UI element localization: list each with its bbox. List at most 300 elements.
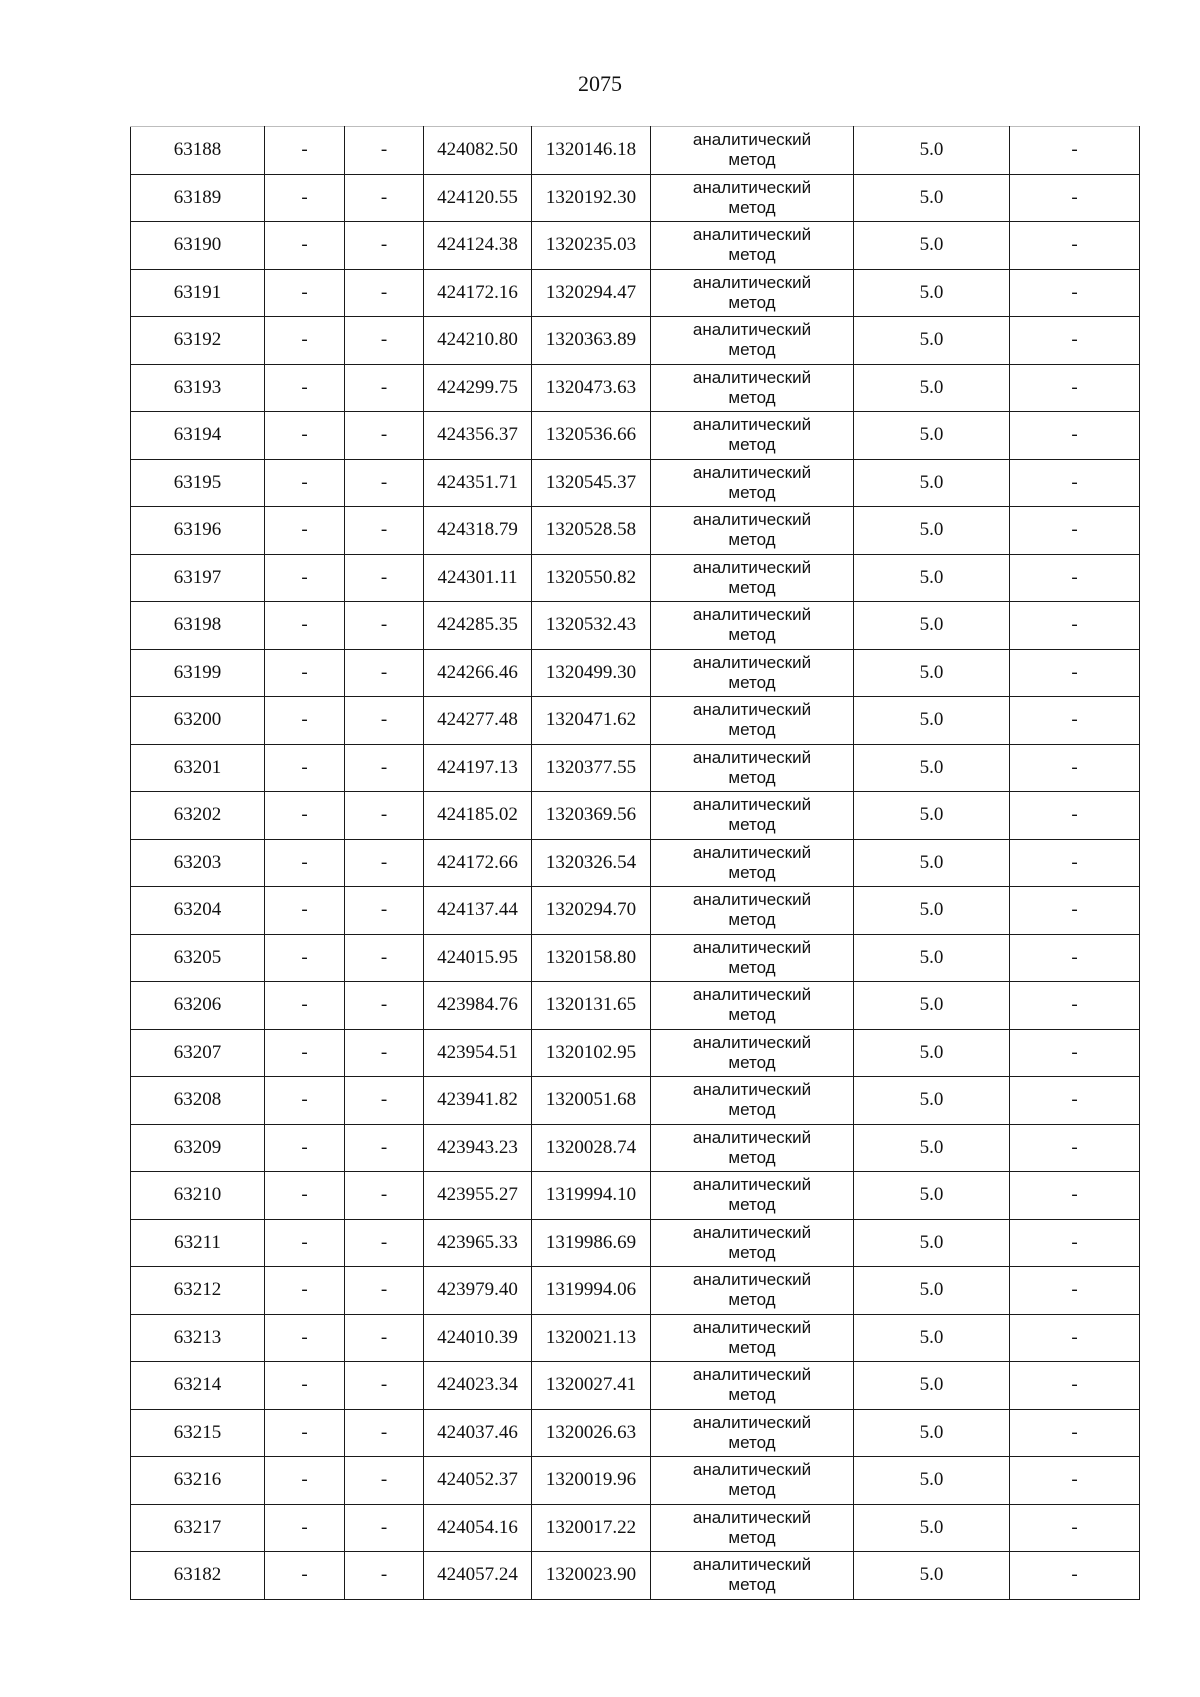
x-coordinate-cell: 424351.71: [424, 459, 532, 507]
y-coordinate-cell: 1320471.62: [532, 697, 651, 745]
point-number-cell: 63199: [131, 649, 265, 697]
dash-cell: -: [345, 1552, 424, 1600]
method-line-2: метод: [728, 1147, 776, 1167]
x-coordinate-cell: 423979.40: [424, 1267, 532, 1315]
method-cell: [651, 649, 854, 697]
y-coordinate-cell: 1320294.47: [532, 269, 651, 317]
table-row: [131, 174, 1140, 222]
dash-cell: -: [1010, 792, 1140, 840]
method-line-2: метод: [728, 1290, 776, 1310]
dash-cell: -: [345, 1029, 424, 1077]
y-coordinate-cell: 1319994.06: [532, 1267, 651, 1315]
dash-cell: -: [265, 459, 345, 507]
method-line-2: метод: [728, 720, 776, 740]
method-cell: [651, 792, 854, 840]
accuracy-cell: 5.0: [854, 1314, 1010, 1362]
dash-cell: -: [265, 1504, 345, 1552]
table-row: [131, 1077, 1140, 1125]
method-line-1: аналитический: [692, 937, 812, 957]
y-coordinate-cell: 1320369.56: [532, 792, 651, 840]
method-cell: [651, 1267, 854, 1315]
dash-cell: -: [265, 887, 345, 935]
dash-cell: -: [265, 1219, 345, 1267]
dash-cell: -: [265, 1362, 345, 1410]
method-line-2: метод: [728, 625, 776, 645]
dash-cell: -: [265, 602, 345, 650]
y-coordinate-cell: 1320377.55: [532, 744, 651, 792]
method-line-1: аналитический: [692, 320, 812, 340]
dash-cell: -: [345, 792, 424, 840]
y-coordinate-cell: 1320051.68: [532, 1077, 651, 1125]
x-coordinate-cell: 424197.13: [424, 744, 532, 792]
method-line-2: метод: [728, 1385, 776, 1405]
dash-cell: -: [1010, 744, 1140, 792]
accuracy-cell: 5.0: [854, 317, 1010, 365]
dash-cell: -: [1010, 839, 1140, 887]
dash-cell: -: [1010, 1029, 1140, 1077]
x-coordinate-cell: 424023.34: [424, 1362, 532, 1410]
dash-cell: -: [265, 1314, 345, 1362]
method-cell: [651, 887, 854, 935]
table-row: [131, 1267, 1140, 1315]
method-cell: [651, 269, 854, 317]
table-row: [131, 412, 1140, 460]
y-coordinate-cell: 1320192.30: [532, 174, 651, 222]
y-coordinate-cell: 1319994.10: [532, 1172, 651, 1220]
method-line-1: аналитический: [692, 842, 812, 862]
table-row: [131, 1457, 1140, 1505]
point-number-cell: 63198: [131, 602, 265, 650]
table-row: [131, 602, 1140, 650]
dash-cell: -: [1010, 982, 1140, 1030]
dash-cell: -: [1010, 1314, 1140, 1362]
method-cell: [651, 982, 854, 1030]
y-coordinate-cell: 1320017.22: [532, 1504, 651, 1552]
accuracy-cell: 5.0: [854, 1219, 1010, 1267]
method-line-1: аналитический: [692, 652, 812, 672]
dash-cell: -: [265, 127, 345, 175]
point-number-cell: 63208: [131, 1077, 265, 1125]
dash-cell: -: [345, 1314, 424, 1362]
dash-cell: -: [345, 1457, 424, 1505]
table-row: [131, 1219, 1140, 1267]
table-row: [131, 839, 1140, 887]
x-coordinate-cell: 424185.02: [424, 792, 532, 840]
method-line-2: метод: [728, 482, 776, 502]
method-line-2: метод: [728, 1432, 776, 1452]
y-coordinate-cell: 1320326.54: [532, 839, 651, 887]
method-line-2: метод: [728, 245, 776, 265]
method-line-1: аналитический: [692, 1460, 812, 1480]
point-number-cell: 63190: [131, 222, 265, 270]
accuracy-cell: 5.0: [854, 412, 1010, 460]
dash-cell: -: [265, 364, 345, 412]
method-cell: [651, 1552, 854, 1600]
table-row: [131, 1124, 1140, 1172]
accuracy-cell: 5.0: [854, 1267, 1010, 1315]
table-row: [131, 697, 1140, 745]
method-line-2: метод: [728, 1195, 776, 1215]
accuracy-cell: 5.0: [854, 127, 1010, 175]
method-line-2: метод: [728, 1527, 776, 1547]
dash-cell: -: [265, 507, 345, 555]
x-coordinate-cell: 424266.46: [424, 649, 532, 697]
accuracy-cell: 5.0: [854, 1362, 1010, 1410]
accuracy-cell: 5.0: [854, 554, 1010, 602]
dash-cell: -: [345, 317, 424, 365]
dash-cell: -: [265, 839, 345, 887]
method-cell: [651, 934, 854, 982]
point-number-cell: 63204: [131, 887, 265, 935]
x-coordinate-cell: 424054.16: [424, 1504, 532, 1552]
method-cell: [651, 1219, 854, 1267]
method-line-2: метод: [728, 577, 776, 597]
accuracy-cell: 5.0: [854, 649, 1010, 697]
point-number-cell: 63214: [131, 1362, 265, 1410]
y-coordinate-cell: 1320363.89: [532, 317, 651, 365]
accuracy-cell: 5.0: [854, 602, 1010, 650]
accuracy-cell: 5.0: [854, 934, 1010, 982]
accuracy-cell: 5.0: [854, 839, 1010, 887]
method-line-1: аналитический: [692, 795, 812, 815]
method-cell: [651, 1172, 854, 1220]
x-coordinate-cell: 424318.79: [424, 507, 532, 555]
method-cell: [651, 222, 854, 270]
method-cell: [651, 459, 854, 507]
table-row: [131, 222, 1140, 270]
method-line-2: метод: [728, 910, 776, 930]
method-line-2: метод: [728, 1100, 776, 1120]
table-body: [131, 127, 1140, 1600]
dash-cell: -: [1010, 1077, 1140, 1125]
dash-cell: -: [345, 1409, 424, 1457]
x-coordinate-cell: 424210.80: [424, 317, 532, 365]
dash-cell: -: [265, 1267, 345, 1315]
dash-cell: -: [345, 649, 424, 697]
dash-cell: -: [345, 887, 424, 935]
point-number-cell: 63215: [131, 1409, 265, 1457]
accuracy-cell: 5.0: [854, 269, 1010, 317]
point-number-cell: 63207: [131, 1029, 265, 1077]
method-line-1: аналитический: [692, 1175, 812, 1195]
y-coordinate-cell: 1320146.18: [532, 127, 651, 175]
point-number-cell: 63197: [131, 554, 265, 602]
y-coordinate-cell: 1320550.82: [532, 554, 651, 602]
x-coordinate-cell: 424037.46: [424, 1409, 532, 1457]
accuracy-cell: 5.0: [854, 744, 1010, 792]
table-row: [131, 934, 1140, 982]
table-row: [131, 1552, 1140, 1600]
dash-cell: -: [1010, 554, 1140, 602]
method-cell: [651, 839, 854, 887]
method-cell: [651, 1314, 854, 1362]
table-row: [131, 649, 1140, 697]
method-cell: [651, 744, 854, 792]
x-coordinate-cell: 423984.76: [424, 982, 532, 1030]
method-line-2: метод: [728, 672, 776, 692]
dash-cell: -: [345, 744, 424, 792]
dash-cell: -: [1010, 174, 1140, 222]
point-number-cell: 63194: [131, 412, 265, 460]
table-row: [131, 744, 1140, 792]
dash-cell: -: [265, 1029, 345, 1077]
dash-cell: -: [345, 1362, 424, 1410]
dash-cell: -: [1010, 1409, 1140, 1457]
accuracy-cell: 5.0: [854, 1552, 1010, 1600]
table-row: [131, 1409, 1140, 1457]
dash-cell: -: [345, 982, 424, 1030]
method-line-2: метод: [728, 150, 776, 170]
method-line-1: аналитический: [692, 225, 812, 245]
dash-cell: -: [345, 1219, 424, 1267]
y-coordinate-cell: 1320021.13: [532, 1314, 651, 1362]
x-coordinate-cell: 423954.51: [424, 1029, 532, 1077]
method-cell: [651, 1504, 854, 1552]
accuracy-cell: 5.0: [854, 1457, 1010, 1505]
point-number-cell: 63210: [131, 1172, 265, 1220]
dash-cell: -: [345, 174, 424, 222]
x-coordinate-cell: 424277.48: [424, 697, 532, 745]
method-line-1: аналитический: [692, 462, 812, 482]
method-cell: [651, 1124, 854, 1172]
method-cell: [651, 507, 854, 555]
dash-cell: -: [1010, 602, 1140, 650]
x-coordinate-cell: 423941.82: [424, 1077, 532, 1125]
table-row: [131, 459, 1140, 507]
table-row: [131, 127, 1140, 175]
method-line-2: метод: [728, 1575, 776, 1595]
method-line-1: аналитический: [692, 415, 812, 435]
method-cell: [651, 602, 854, 650]
dash-cell: -: [1010, 269, 1140, 317]
method-line-1: аналитический: [692, 1507, 812, 1527]
point-number-cell: 63195: [131, 459, 265, 507]
method-line-1: аналитический: [692, 1222, 812, 1242]
y-coordinate-cell: 1320294.70: [532, 887, 651, 935]
dash-cell: -: [1010, 1267, 1140, 1315]
point-number-cell: 63205: [131, 934, 265, 982]
method-line-2: метод: [728, 767, 776, 787]
method-line-1: аналитический: [692, 272, 812, 292]
method-line-2: метод: [728, 292, 776, 312]
method-line-1: аналитический: [692, 177, 812, 197]
dash-cell: -: [1010, 507, 1140, 555]
method-line-1: аналитический: [692, 605, 812, 625]
point-number-cell: 63216: [131, 1457, 265, 1505]
point-number-cell: 63213: [131, 1314, 265, 1362]
dash-cell: -: [345, 1267, 424, 1315]
dash-cell: -: [1010, 1552, 1140, 1600]
dash-cell: -: [345, 364, 424, 412]
table-row: [131, 507, 1140, 555]
dash-cell: -: [345, 554, 424, 602]
accuracy-cell: 5.0: [854, 887, 1010, 935]
dash-cell: -: [345, 1077, 424, 1125]
dash-cell: -: [1010, 222, 1140, 270]
y-coordinate-cell: 1320235.03: [532, 222, 651, 270]
accuracy-cell: 5.0: [854, 364, 1010, 412]
dash-cell: -: [345, 1124, 424, 1172]
point-number-cell: 63188: [131, 127, 265, 175]
page-number: 2075: [578, 71, 622, 96]
method-line-1: аналитический: [692, 747, 812, 767]
method-line-1: аналитический: [692, 1032, 812, 1052]
method-line-1: аналитический: [692, 1365, 812, 1385]
dash-cell: -: [265, 1124, 345, 1172]
accuracy-cell: 5.0: [854, 1124, 1010, 1172]
method-cell: [651, 174, 854, 222]
dash-cell: -: [345, 127, 424, 175]
dash-cell: -: [1010, 1362, 1140, 1410]
dash-cell: -: [1010, 934, 1140, 982]
accuracy-cell: 5.0: [854, 222, 1010, 270]
dash-cell: -: [1010, 412, 1140, 460]
dash-cell: -: [345, 839, 424, 887]
method-line-2: метод: [728, 530, 776, 550]
point-number-cell: 63191: [131, 269, 265, 317]
y-coordinate-cell: 1320528.58: [532, 507, 651, 555]
dash-cell: -: [345, 222, 424, 270]
y-coordinate-cell: 1320028.74: [532, 1124, 651, 1172]
x-coordinate-cell: 424285.35: [424, 602, 532, 650]
method-line-1: аналитический: [692, 130, 812, 150]
point-number-cell: 63209: [131, 1124, 265, 1172]
dash-cell: -: [265, 1552, 345, 1600]
method-cell: [651, 1077, 854, 1125]
table-row: [131, 317, 1140, 365]
y-coordinate-cell: 1320158.80: [532, 934, 651, 982]
x-coordinate-cell: 424057.24: [424, 1552, 532, 1600]
y-coordinate-cell: 1319986.69: [532, 1219, 651, 1267]
dash-cell: -: [1010, 1504, 1140, 1552]
point-number-cell: 63217: [131, 1504, 265, 1552]
table-row: [131, 1029, 1140, 1077]
x-coordinate-cell: 423965.33: [424, 1219, 532, 1267]
coordinates-table: [130, 126, 1140, 1600]
point-number-cell: 63202: [131, 792, 265, 840]
point-number-cell: 63200: [131, 697, 265, 745]
method-line-2: метод: [728, 435, 776, 455]
method-line-1: аналитический: [692, 367, 812, 387]
y-coordinate-cell: 1320026.63: [532, 1409, 651, 1457]
dash-cell: -: [265, 317, 345, 365]
table-row: [131, 1172, 1140, 1220]
method-line-2: метод: [728, 197, 776, 217]
method-line-1: аналитический: [692, 1317, 812, 1337]
table-row: [131, 982, 1140, 1030]
dash-cell: -: [1010, 1124, 1140, 1172]
dash-cell: -: [265, 1077, 345, 1125]
accuracy-cell: 5.0: [854, 1504, 1010, 1552]
y-coordinate-cell: 1320023.90: [532, 1552, 651, 1600]
method-line-1: аналитический: [692, 1412, 812, 1432]
method-cell: [651, 1362, 854, 1410]
method-line-1: аналитический: [692, 510, 812, 530]
method-cell: [651, 1409, 854, 1457]
x-coordinate-cell: 424356.37: [424, 412, 532, 460]
accuracy-cell: 5.0: [854, 697, 1010, 745]
method-line-1: аналитический: [692, 700, 812, 720]
method-line-2: метод: [728, 1005, 776, 1025]
point-number-cell: 63203: [131, 839, 265, 887]
accuracy-cell: 5.0: [854, 174, 1010, 222]
y-coordinate-cell: 1320545.37: [532, 459, 651, 507]
method-cell: [651, 1457, 854, 1505]
dash-cell: -: [1010, 1219, 1140, 1267]
x-coordinate-cell: 424172.66: [424, 839, 532, 887]
y-coordinate-cell: 1320536.66: [532, 412, 651, 460]
dash-cell: -: [345, 934, 424, 982]
dash-cell: -: [265, 554, 345, 602]
y-coordinate-cell: 1320131.65: [532, 982, 651, 1030]
method-line-2: метод: [728, 815, 776, 835]
method-line-1: аналитический: [692, 1127, 812, 1147]
dash-cell: -: [345, 459, 424, 507]
method-cell: [651, 554, 854, 602]
accuracy-cell: 5.0: [854, 459, 1010, 507]
method-line-2: метод: [728, 340, 776, 360]
dash-cell: -: [1010, 317, 1140, 365]
x-coordinate-cell: 424120.55: [424, 174, 532, 222]
y-coordinate-cell: 1320102.95: [532, 1029, 651, 1077]
dash-cell: -: [345, 602, 424, 650]
method-cell: [651, 412, 854, 460]
y-coordinate-cell: 1320532.43: [532, 602, 651, 650]
point-number-cell: 63212: [131, 1267, 265, 1315]
dash-cell: -: [265, 174, 345, 222]
method-line-2: метод: [728, 1480, 776, 1500]
method-line-2: метод: [728, 957, 776, 977]
dash-cell: -: [1010, 1457, 1140, 1505]
dash-cell: -: [265, 412, 345, 460]
table-row: [131, 269, 1140, 317]
x-coordinate-cell: 424082.50: [424, 127, 532, 175]
dash-cell: -: [345, 697, 424, 745]
table-row: [131, 1504, 1140, 1552]
dash-cell: -: [345, 507, 424, 555]
table-row: [131, 1362, 1140, 1410]
accuracy-cell: 5.0: [854, 1077, 1010, 1125]
point-number-cell: 63193: [131, 364, 265, 412]
method-line-2: метод: [728, 1052, 776, 1072]
accuracy-cell: 5.0: [854, 1029, 1010, 1077]
dash-cell: -: [1010, 459, 1140, 507]
dash-cell: -: [345, 412, 424, 460]
point-number-cell: 63196: [131, 507, 265, 555]
point-number-cell: 63189: [131, 174, 265, 222]
dash-cell: -: [265, 649, 345, 697]
method-cell: [651, 317, 854, 365]
table-row: [131, 792, 1140, 840]
x-coordinate-cell: 424010.39: [424, 1314, 532, 1362]
dash-cell: -: [265, 792, 345, 840]
point-number-cell: 63201: [131, 744, 265, 792]
dash-cell: -: [265, 1409, 345, 1457]
x-coordinate-cell: 424299.75: [424, 364, 532, 412]
method-line-1: аналитический: [692, 1270, 812, 1290]
method-line-1: аналитический: [692, 557, 812, 577]
dash-cell: -: [265, 697, 345, 745]
point-number-cell: 63182: [131, 1552, 265, 1600]
method-cell: [651, 364, 854, 412]
point-number-cell: 63192: [131, 317, 265, 365]
table-row: [131, 554, 1140, 602]
dash-cell: -: [265, 222, 345, 270]
x-coordinate-cell: 424301.11: [424, 554, 532, 602]
method-cell: [651, 1029, 854, 1077]
dash-cell: -: [1010, 649, 1140, 697]
method-line-2: метод: [728, 387, 776, 407]
